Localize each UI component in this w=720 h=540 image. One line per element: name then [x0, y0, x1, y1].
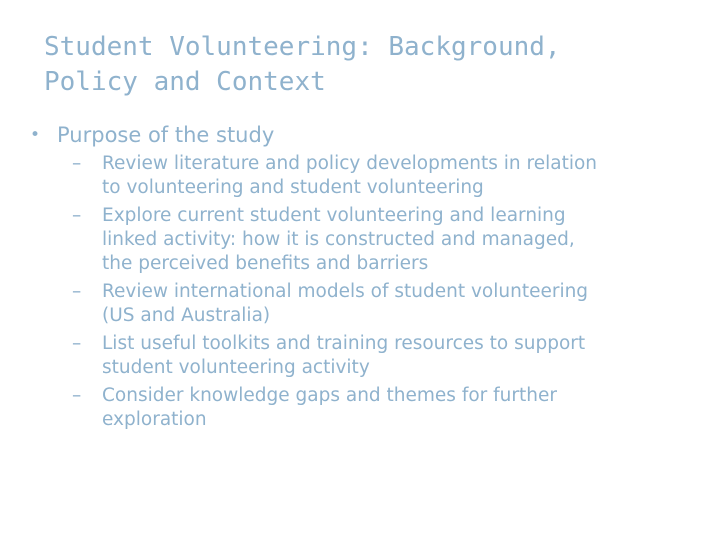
- sub-bullet-international-models: [30, 280, 680, 328]
- sub-bullet-text-line: student volunteering activity: [102, 357, 370, 378]
- dash-marker-icon: –: [72, 153, 82, 174]
- sub-bullet-text-line: Review international models of student volunteering: [102, 281, 589, 302]
- sub-bullet-explore-activity: [30, 204, 680, 276]
- sub-bullet-knowledge-gaps: [30, 384, 680, 432]
- bullet-marker-icon: •: [30, 125, 41, 145]
- sub-bullet-review-literature: [30, 152, 680, 200]
- bullet-label: Purpose of the study: [57, 123, 275, 147]
- slide-title: [44, 30, 684, 100]
- slide-title-line-1: Student Volunteering: Background,: [44, 32, 561, 62]
- sub-bullet-text-line: linked activity: how it is constructed and managed,: [102, 229, 575, 250]
- sub-bullet-text-line: List useful toolkits and training resources to support: [102, 333, 586, 354]
- sub-bullet-text-line: Consider knowledge gaps and themes for further: [102, 385, 557, 406]
- sub-bullet-text-line: the perceived benefits and barriers: [102, 253, 429, 274]
- sub-bullet-text-line: to volunteering and student volunteering: [102, 177, 484, 198]
- sub-bullet-text-line: (US and Australia): [102, 305, 271, 326]
- sub-bullet-text-line: exploration: [102, 409, 207, 430]
- sub-bullet-list: [30, 152, 680, 432]
- dash-marker-icon: –: [72, 385, 82, 406]
- sub-bullet-text-line: Review literature and policy developments in relation: [102, 153, 598, 174]
- dash-marker-icon: –: [72, 281, 82, 302]
- sub-bullet-toolkits: [30, 332, 680, 380]
- bullet-purpose: [30, 120, 680, 150]
- dash-marker-icon: –: [72, 205, 82, 226]
- dash-marker-icon: –: [72, 333, 82, 354]
- slide-body: [30, 120, 680, 436]
- slide-title-line-2: Policy and Context: [44, 67, 326, 97]
- sub-bullet-text-line: Explore current student volunteering and learning: [102, 205, 566, 226]
